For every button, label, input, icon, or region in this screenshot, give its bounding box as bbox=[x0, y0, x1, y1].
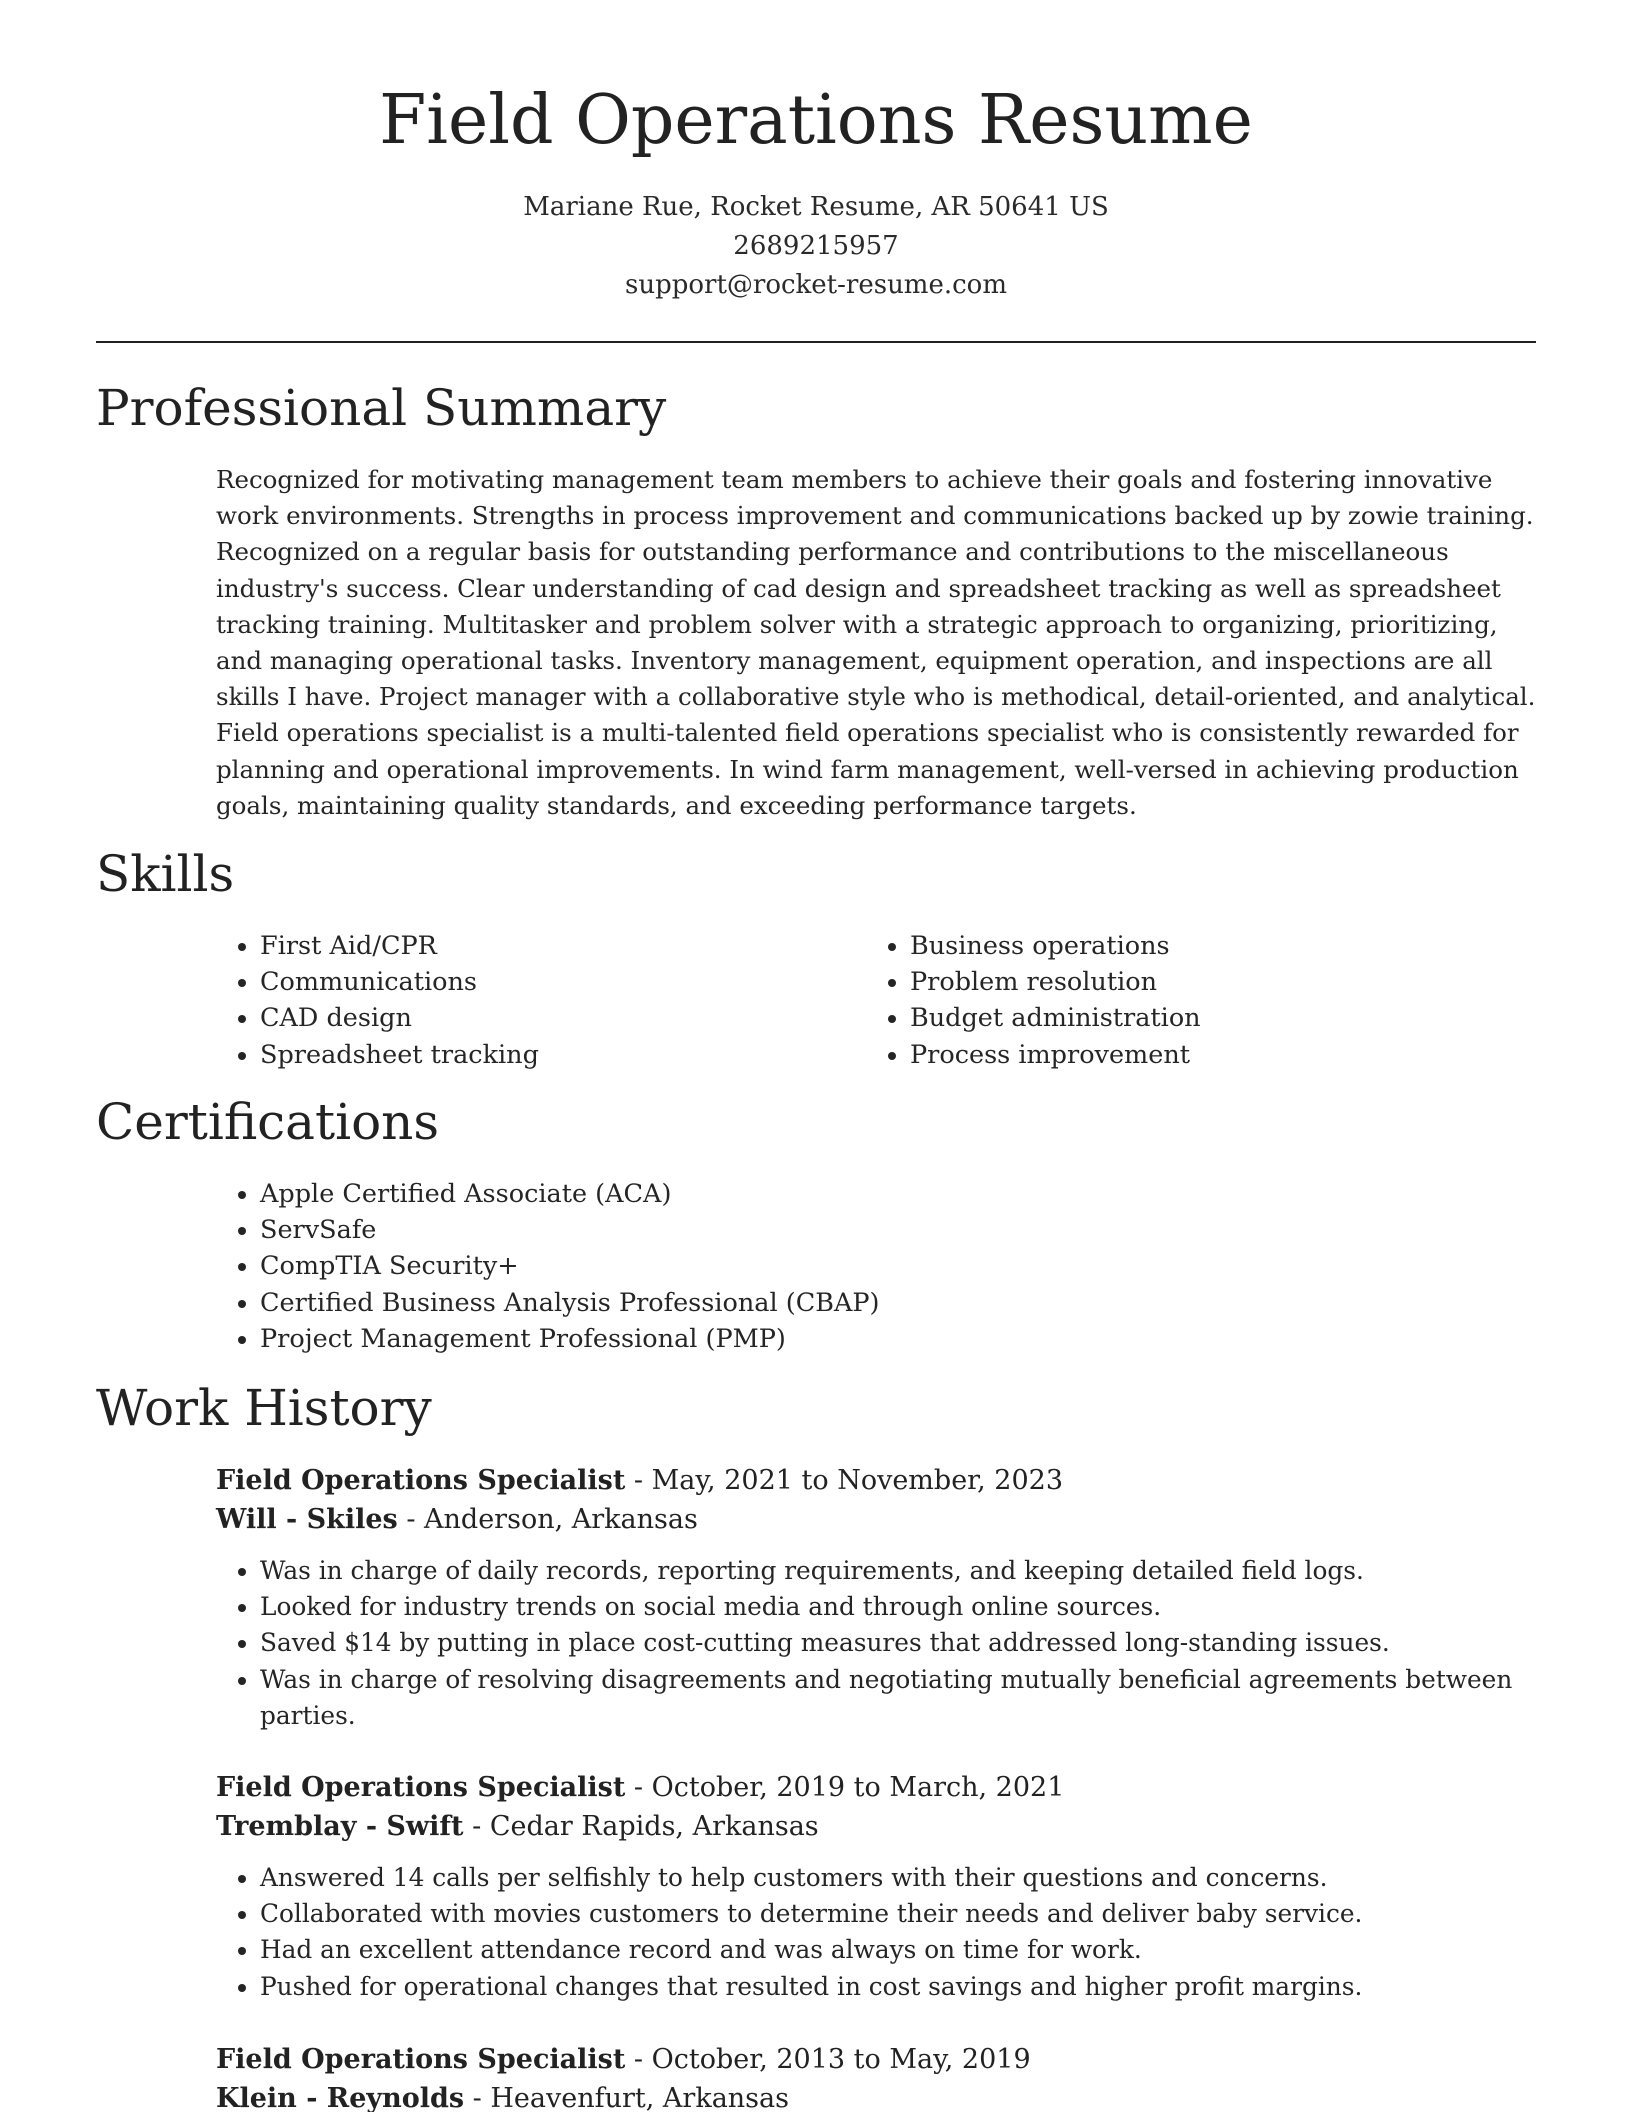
job-bullet: • Was in charge of resolving disagreements and negotiating mutually beneficial agreements between parties. bbox=[260, 1662, 1536, 1734]
skill-item: • Spreadsheet tracking bbox=[260, 1037, 539, 1073]
job-title-line: Field Operations Specialist - May, 2021 to November, 2023 bbox=[216, 1465, 1063, 1496]
certifications-heading: Certifications bbox=[96, 1093, 440, 1151]
job-company: Tremblay - Swift bbox=[216, 1811, 464, 1842]
header-divider bbox=[96, 341, 1536, 343]
contact-phone: 2689215957 bbox=[733, 231, 899, 261]
job-title-line: Field Operations Specialist - October, 2013 to May, 2019 bbox=[216, 2044, 1031, 2075]
work-history-heading: Work History bbox=[96, 1379, 432, 1437]
job-company-line: Will - Skiles - Anderson, Arkansas bbox=[216, 1504, 698, 1535]
job-dates: October, 2013 to May, 2019 bbox=[651, 2044, 1031, 2075]
job-title-line: Field Operations Specialist - October, 2019 to March, 2021 bbox=[216, 1772, 1065, 1803]
job-title: Field Operations Specialist bbox=[216, 1465, 626, 1496]
job-entry bbox=[216, 1768, 1536, 2005]
job-title: Field Operations Specialist bbox=[216, 1772, 626, 1803]
summary-text: Recognized for motivating management team members to achieve their goals and fostering innovative work environments. Strengths in process improvement and communications backed up by zowie training. Recognized on a regular basis for outstanding performance and contributions to the miscellaneous industry's success. Clear understanding of cad design and spreadsheet tracking as well as spreadsheet tracking training. Multitasker and problem solver with a strategic approach to organizing, prioritizing, and managing operational tasks. Inventory management, equipment operation, and inspections are all skills I have. Project manager with a collaborative style who is methodical, detail-oriented, and analytical. Field operations specialist is a multi-talented field operations specialist who is consistently rewarded for planning and operational improvements. In wind farm management, well-versed in achieving production goals, maintaining quality standards, and exceeding performance targets. bbox=[216, 465, 1536, 820]
resume-title: Field Operations Resume bbox=[379, 81, 1253, 160]
summary-heading: Professional Summary bbox=[96, 379, 667, 437]
skill-item: • CAD design bbox=[260, 1000, 539, 1036]
contact-address: Mariane Rue, Rocket Resume, AR 50641 US bbox=[523, 192, 1109, 222]
job-bullets bbox=[216, 1553, 1536, 1734]
job-location: Heavenfurt, Arkansas bbox=[490, 2083, 789, 2112]
job-entry bbox=[216, 1461, 1536, 1734]
contact-block bbox=[0, 188, 1632, 305]
job-dates: May, 2021 to November, 2023 bbox=[651, 1465, 1063, 1496]
job-company-line: Tremblay - Swift - Cedar Rapids, Arkansas bbox=[216, 1811, 819, 1842]
skill-item: • First Aid/CPR bbox=[260, 928, 539, 964]
skill-item: • Problem resolution bbox=[910, 964, 1201, 1000]
certification-item: • Apple Certified Associate (ACA) bbox=[260, 1176, 879, 1212]
skill-item: • Communications bbox=[260, 964, 539, 1000]
job-bullets bbox=[216, 1860, 1536, 2005]
skill-item: • Process improvement bbox=[910, 1037, 1201, 1073]
skills-left-list bbox=[216, 928, 539, 1073]
skills-heading: Skills bbox=[96, 845, 235, 903]
certifications-block bbox=[216, 1176, 879, 1357]
job-bullet: • Saved $14 by putting in place cost-cutting measures that addressed long-standing issues. bbox=[260, 1625, 1536, 1661]
certification-item: • ServSafe bbox=[260, 1212, 879, 1248]
certification-item: • CompTIA Security+ bbox=[260, 1248, 879, 1284]
job-entry bbox=[216, 2040, 1536, 2112]
certifications-list bbox=[216, 1176, 879, 1357]
job-bullet: • Looked for industry trends on social media and through online sources. bbox=[260, 1589, 1536, 1625]
job-dates: October, 2019 to March, 2021 bbox=[651, 1772, 1065, 1803]
job-title: Field Operations Specialist bbox=[216, 2044, 626, 2075]
skills-right-list bbox=[866, 928, 1201, 1073]
job-bullet: • Had an excellent attendance record and was always on time for work. bbox=[260, 1932, 1536, 1968]
job-bullet: • Answered 14 calls per selfishly to help customers with their questions and concerns. bbox=[260, 1860, 1536, 1896]
job-location: Anderson, Arkansas bbox=[424, 1504, 698, 1535]
skill-item: • Business operations bbox=[910, 928, 1201, 964]
job-company: Will - Skiles bbox=[216, 1504, 398, 1535]
job-company: Klein - Reynolds bbox=[216, 2083, 465, 2112]
job-location: Cedar Rapids, Arkansas bbox=[489, 1811, 819, 1842]
contact-email: support@rocket-resume.com bbox=[624, 270, 1007, 300]
job-bullet: • Was in charge of daily records, reporting requirements, and keeping detailed field logs. bbox=[260, 1553, 1536, 1589]
certification-item: • Certified Business Analysis Professional (CBAP) bbox=[260, 1285, 879, 1321]
certification-item: • Project Management Professional (PMP) bbox=[260, 1321, 879, 1357]
job-company-line: Klein - Reynolds - Heavenfurt, Arkansas bbox=[216, 2083, 789, 2112]
skills-right-column bbox=[866, 928, 1201, 1073]
skills-left-column bbox=[216, 928, 539, 1073]
skill-item: • Budget administration bbox=[910, 1000, 1201, 1036]
job-bullet: • Pushed for operational changes that resulted in cost savings and higher profit margins. bbox=[260, 1969, 1536, 2005]
job-bullet: • Collaborated with movies customers to determine their needs and deliver baby service. bbox=[260, 1896, 1536, 1932]
